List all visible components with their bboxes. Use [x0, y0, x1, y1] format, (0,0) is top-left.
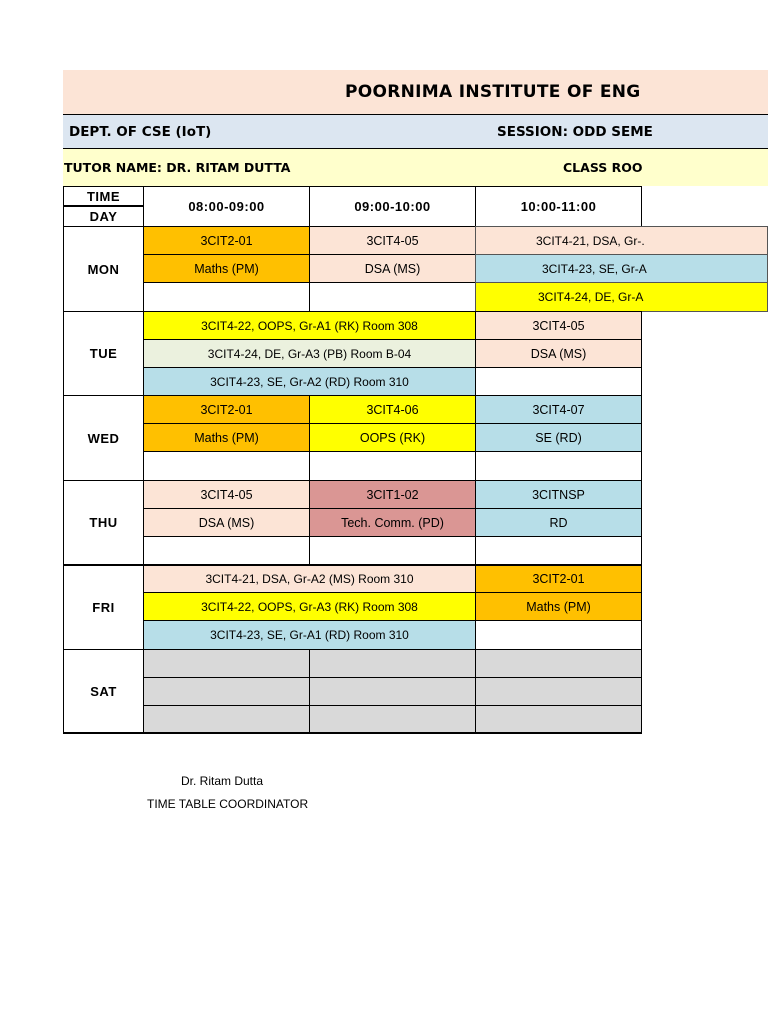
day-fri: FRI	[63, 564, 144, 650]
tue-lab-b: 3CIT4-24, DE, Gr-A3 (PB) Room B-04	[143, 339, 476, 368]
thu-s2-empty	[309, 536, 476, 565]
institute-title	[63, 70, 768, 114]
thu-s3-code: 3CITNSP	[475, 480, 642, 509]
tue-s3-empty	[475, 367, 642, 396]
day-mon: MON	[63, 226, 144, 312]
dept-name: DEPT. OF CSE (IoT)	[69, 123, 212, 140]
mon-lab-b: 3CIT4-23, SE, Gr-A	[475, 254, 768, 283]
tue-s3-code: 3CIT4-05	[475, 311, 642, 340]
tue-s3-subject: DSA (MS)	[475, 339, 642, 368]
wed-s2-subject: OOPS (RK)	[309, 423, 476, 452]
slot-header-1: 08:00-09:00	[143, 186, 310, 227]
wed-s2-code: 3CIT4-06	[309, 395, 476, 424]
mon-lab-a: 3CIT4-21, DSA, Gr-.	[475, 226, 768, 255]
wed-s1-empty	[143, 451, 310, 481]
signatory-role: TIME TABLE COORDINATOR	[147, 797, 309, 811]
mon-s2-empty	[309, 282, 476, 312]
sat-cell	[309, 705, 476, 734]
mon-s1-empty	[143, 282, 310, 312]
tutor-name: TUTOR NAME: DR. RITAM DUTTA	[64, 160, 291, 175]
thu-s3-empty	[475, 536, 642, 565]
slot-header-3: 10:00-11:00	[475, 186, 642, 227]
mon-s1-subject: Maths (PM)	[143, 254, 310, 283]
wed-s2-empty	[309, 451, 476, 481]
tutor-row	[63, 149, 768, 186]
day-wed: WED	[63, 395, 144, 481]
sat-cell	[475, 649, 642, 678]
fri-s3-subject: Maths (PM)	[475, 592, 642, 621]
class-room-label: CLASS ROO	[563, 160, 643, 175]
sat-cell	[475, 705, 642, 734]
mon-lab-c: 3CIT4-24, DE, Gr-A	[475, 282, 768, 312]
mon-s1-code: 3CIT2-01	[143, 226, 310, 255]
day-thu: THU	[63, 480, 144, 565]
slot-header-2: 09:00-10:00	[309, 186, 476, 227]
fri-lab-c: 3CIT4-23, SE, Gr-A1 (RD) Room 310	[143, 620, 476, 650]
thu-s3-subject: RD	[475, 508, 642, 537]
tue-lab-a: 3CIT4-22, OOPS, Gr-A1 (RK) Room 308	[143, 311, 476, 340]
institute-title-text: POORNIMA INSTITUTE OF ENG	[345, 82, 641, 102]
wed-s1-subject: Maths (PM)	[143, 423, 310, 452]
wed-s3-subject: SE (RD)	[475, 423, 642, 452]
sat-cell	[475, 677, 642, 706]
session-label: SESSION: ODD SEME	[497, 123, 653, 140]
mon-s2-subject: DSA (MS)	[309, 254, 476, 283]
thu-s1-subject: DSA (MS)	[143, 508, 310, 537]
time-header: TIME	[63, 186, 144, 206]
fri-lab-b: 3CIT4-22, OOPS, Gr-A3 (RK) Room 308	[143, 592, 476, 621]
signatory-name: Dr. Ritam Dutta	[181, 774, 264, 788]
sat-cell	[309, 649, 476, 678]
sat-cell	[143, 677, 310, 706]
thu-s2-subject: Tech. Comm. (PD)	[309, 508, 476, 537]
wed-s1-code: 3CIT2-01	[143, 395, 310, 424]
day-header: DAY	[63, 206, 144, 227]
day-tue: TUE	[63, 311, 144, 396]
tue-lab-c: 3CIT4-23, SE, Gr-A2 (RD) Room 310	[143, 367, 476, 396]
fri-lab-a: 3CIT4-21, DSA, Gr-A2 (MS) Room 310	[143, 564, 476, 593]
sat-cell	[143, 649, 310, 678]
thu-s1-code: 3CIT4-05	[143, 480, 310, 509]
sat-cell	[143, 705, 310, 734]
fri-s3-empty	[475, 620, 642, 650]
thu-s2-code: 3CIT1-02	[309, 480, 476, 509]
mon-s2-code: 3CIT4-05	[309, 226, 476, 255]
wed-s3-code: 3CIT4-07	[475, 395, 642, 424]
sat-cell	[309, 677, 476, 706]
thu-s1-empty	[143, 536, 310, 565]
wed-s3-empty	[475, 451, 642, 481]
fri-s3-code: 3CIT2-01	[475, 564, 642, 593]
day-sat: SAT	[63, 649, 144, 734]
dept-row	[63, 114, 768, 149]
